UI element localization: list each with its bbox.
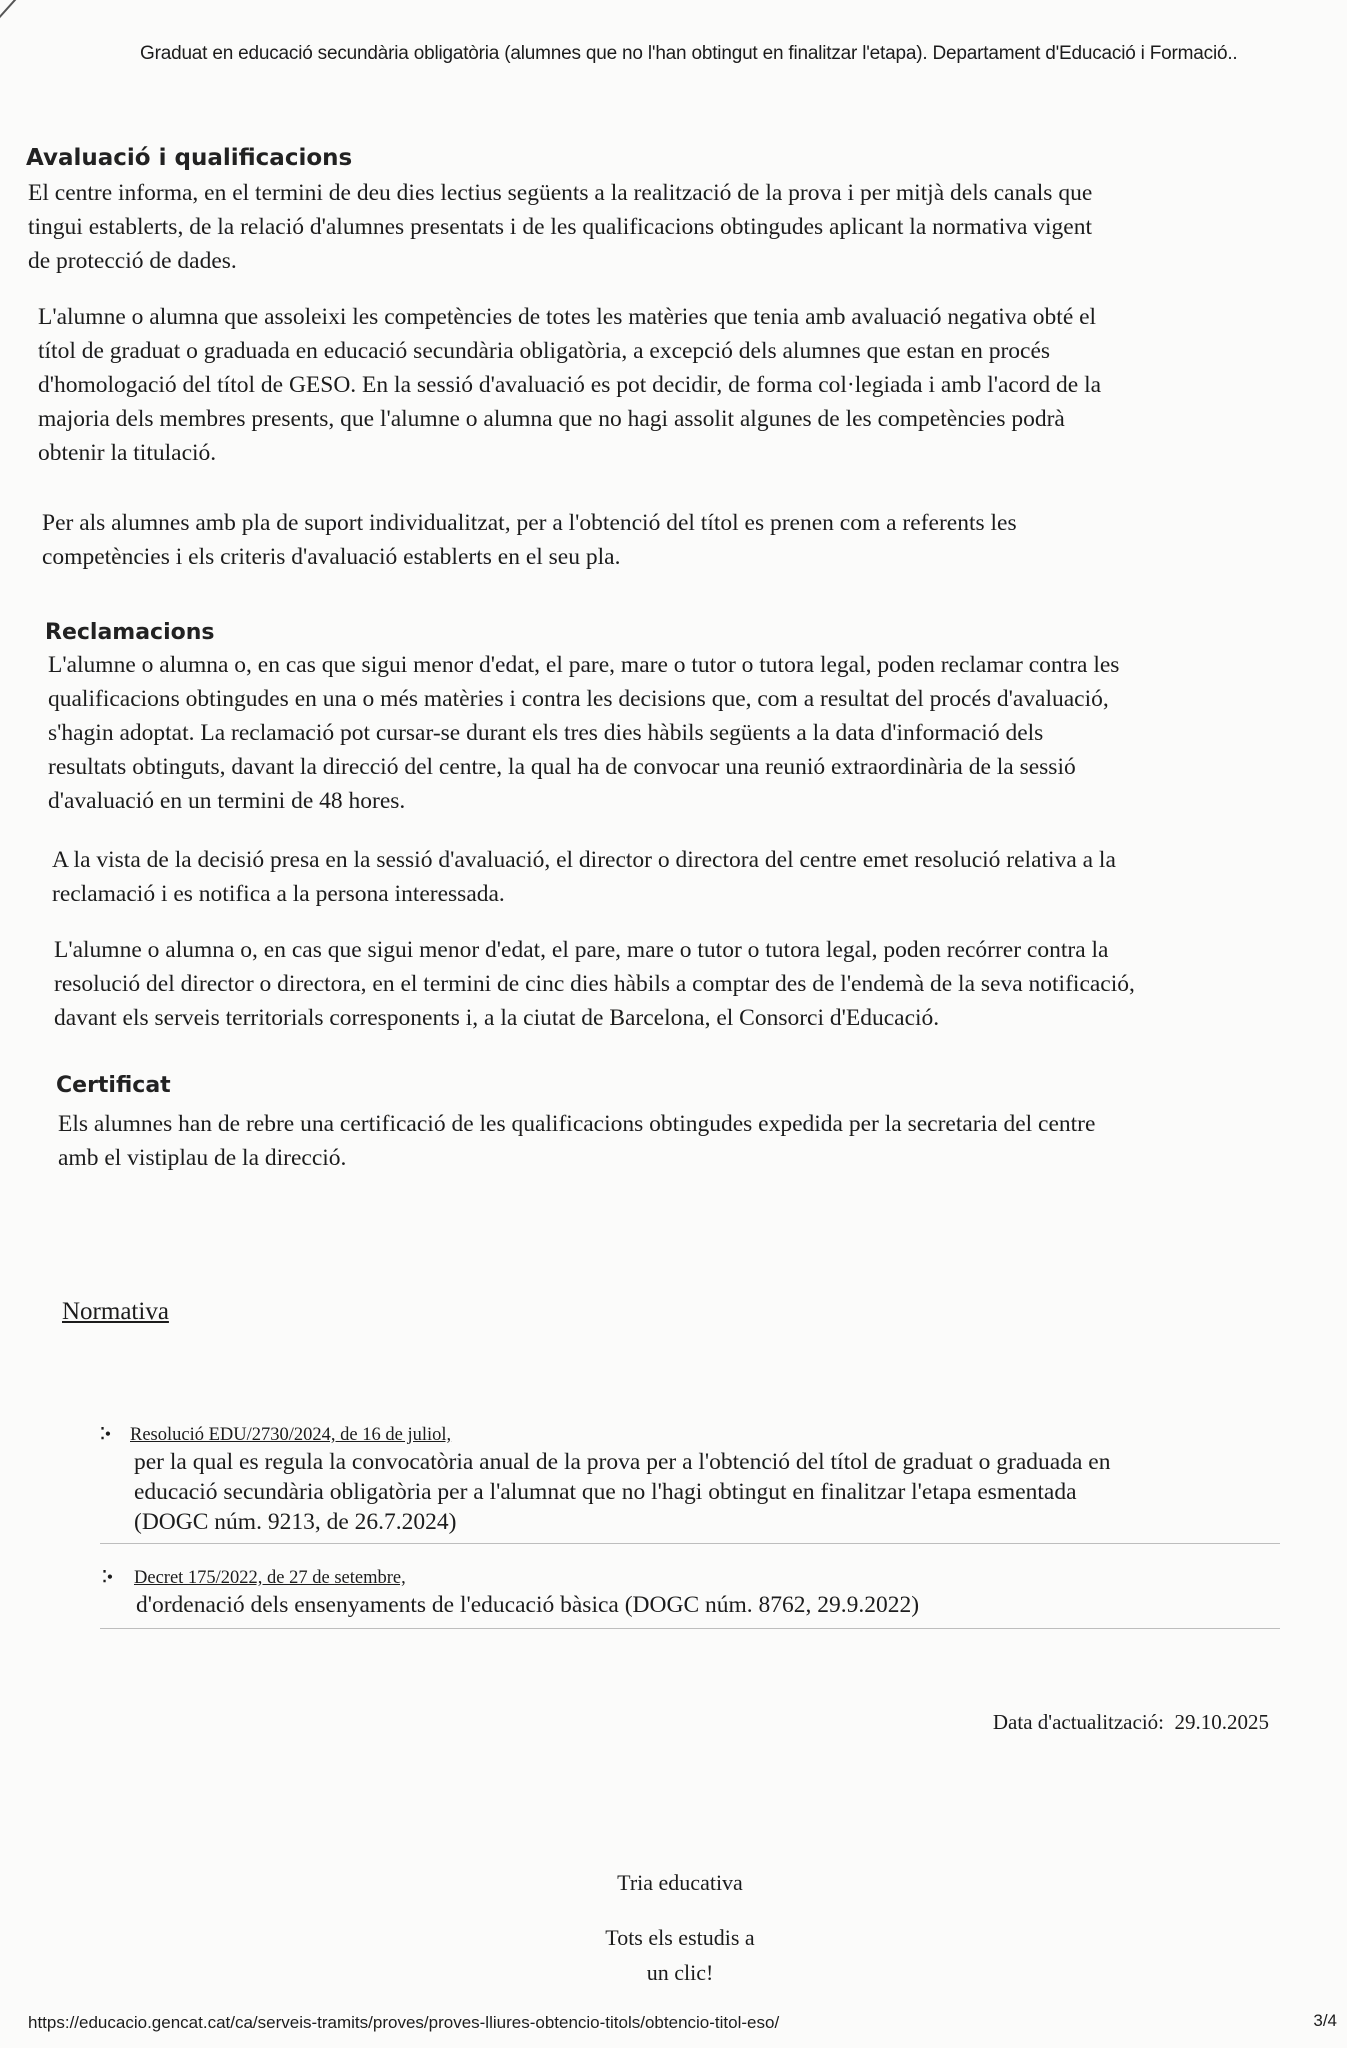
text-line: competències i els criteris d'avaluació establerts en el seu pla. — [42, 544, 621, 570]
text-line: d'avaluació en un termini de 48 hores. — [48, 788, 406, 814]
heading-reclamacions: Reclamacions — [45, 620, 215, 645]
update-value: 29.10.2025 — [1174, 1710, 1269, 1734]
divider — [100, 1543, 1280, 1544]
normativa-link-resolucio[interactable]: Resolució EDU/2730/2024, de 16 de juliol, — [130, 1425, 452, 1445]
paragraph — [54, 933, 1135, 1035]
pen-mark — [0, 0, 135, 62]
text-line: per la qual es regula la convocatòria anual de la prova per a l'obtenció del títol de graduat o graduada en — [134, 1449, 1111, 1475]
bullet-icon: ⁚• — [100, 1426, 111, 1443]
text-line: d'ordenació dels ensenyaments de l'educació bàsica (DOGC núm. 8762, 29.9.2022) — [136, 1592, 920, 1618]
text-line: qualificacions obtingudes en una o més matèries i contra les decisions que, com a resultat del procés d'avaluació, — [48, 686, 1109, 712]
normativa-heading: Normativa — [62, 1298, 169, 1325]
text-line: resolució del director o directora, en el termini de cinc dies hàbils a comptar des de l'endemà de la seva notificació, — [54, 971, 1135, 997]
text-line: resultats obtinguts, davant la direcció del centre, la qual ha de convocar una reunió extraordinària de la sessió — [48, 754, 1076, 780]
promo-line1: Tots els estudis a — [605, 1925, 755, 1950]
heading-avaluacio: Avaluació i qualificacions — [26, 145, 353, 171]
normativa-link-decret[interactable]: Decret 175/2022, de 27 de setembre, — [134, 1568, 406, 1588]
text-line: majoria dels membres presents, que l'alumne o alumna que no hagi assolit algunes de les competències podrà — [38, 406, 1065, 432]
divider — [100, 1628, 1280, 1629]
promo-line2: un clic! — [646, 1960, 714, 1985]
update-label: Data d'actualització: — [992, 1710, 1164, 1734]
text-line: El centre informa, en el termini de deu dies lectius següents a la realització de la prova i per mitjà dels canals que — [28, 180, 1093, 206]
text-line: davant els serveis territorials corresponents i, a la ciutat de Barcelona, el Consorci d'Educació. — [54, 1005, 940, 1031]
text-line: s'hagin adoptat. La reclamació pot cursar-se durant els tres dies hàbils següents a la data d'informació dels — [48, 720, 1044, 746]
text-line: Per als alumnes amb pla de suport individualitzat, per a l'obtenció del títol es prenen com a referents les — [42, 510, 1017, 536]
text-line: Els alumnes han de rebre una certificació de les qualificacions obtingudes expedida per la secretaria del centre — [58, 1111, 1096, 1137]
text-line: tingui establerts, de la relació d'alumnes presentats i de les qualificacions obtingudes aplicant la normativa vigent — [28, 214, 1093, 240]
text-line: títol de graduat o graduada en educació secundària obligatòria, a excepció dels alumnes que estan en procés — [38, 338, 1051, 364]
normativa-body — [134, 1447, 1110, 1537]
page-number: 3/4 — [1313, 2011, 1337, 2030]
text-line: reclamació i es notifica a la persona interessada. — [52, 881, 505, 907]
text-line: de protecció de dades. — [28, 248, 237, 274]
text-line: A la vista de la decisió presa en la sessió d'avaluació, el director o directora del centre emet resolució relativa a la — [52, 847, 1116, 873]
paragraph — [28, 176, 1092, 278]
paragraph — [48, 648, 1119, 818]
text-line: d'homologació del títol de GESO. En la sessió d'avaluació es pot decidir, de forma col·legiada i amb l'acord de la — [38, 372, 1102, 398]
update-date — [993, 1710, 1269, 1735]
promo-title[interactable]: Tria educativa — [617, 1870, 743, 1895]
text-line: educació secundària obligatòria per a l'alumnat que no l'hagi obtingut en finalitzar l'etapa esmentada — [134, 1479, 1077, 1505]
footer-url: https://educacio.gencat.cat/ca/serveis-tramits/proves/proves-lliures-obtencio-titols/obtencio-titol-eso/ — [28, 2013, 780, 2032]
paragraph — [58, 1107, 1095, 1175]
page-header-title: Graduat en educació secundària obligatòria (alumnes que no l'han obtingut en finalitzar l'etapa). Departament d'Educació i Formació.. — [140, 43, 1238, 64]
text-line: L'alumne o alumna que assoleixi les competències de totes les matèries que tenia amb avaluació negativa obté el — [38, 304, 1097, 330]
text-line: (DOGC núm. 9213, de 26.7.2024) — [134, 1509, 457, 1535]
heading-certificat: Certificat — [56, 1073, 171, 1098]
paragraph — [52, 843, 1116, 911]
text-line: obtenir la titulació. — [38, 440, 217, 466]
normativa-body — [136, 1590, 919, 1620]
text-line: L'alumne o alumna o, en cas que sigui menor d'edat, el pare, mare o tutor o tutora legal, poden reclamar contra les — [48, 652, 1120, 678]
bullet-icon: ⁚• — [102, 1569, 113, 1586]
text-line: amb el vistiplau de la direcció. — [58, 1145, 347, 1171]
paragraph — [42, 506, 1017, 574]
paragraph — [38, 300, 1101, 470]
text-line: L'alumne o alumna o, en cas que sigui menor d'edat, el pare, mare o tutor o tutora legal, poden recórrer contra la — [54, 937, 1109, 963]
